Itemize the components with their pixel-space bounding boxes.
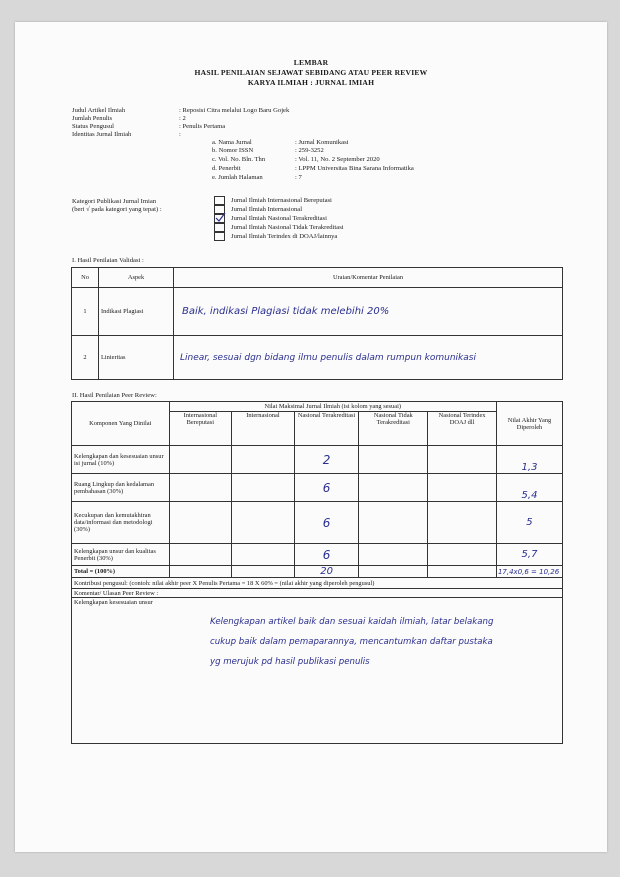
empty-cell <box>232 566 295 578</box>
total-label: Total = (100%) <box>72 566 170 578</box>
komentar-label: Kelengkapan kesesuaian unsur <box>74 599 153 606</box>
validasi-table <box>71 267 563 380</box>
empty-cell <box>359 446 428 474</box>
jurnal-value-e: : 7 <box>295 174 302 181</box>
status-label: Status Pengusul <box>72 123 114 130</box>
row-no: 1 <box>72 288 99 336</box>
document-page <box>15 22 607 852</box>
komponen-cell: Kelengkapan unsur dan kualitas Penerbit (30%) <box>72 544 170 566</box>
header-line-3: KARYA ILMIAH : JURNAL IMIAH <box>247 78 375 87</box>
jurnal-label-c: c. Vol. No. Bln. Thn <box>212 156 266 163</box>
kategori-option-4[interactable] <box>214 223 344 232</box>
empty-cell <box>169 502 232 544</box>
jumlah-label: Jumlah Penulis <box>72 115 113 122</box>
jurnal-value-a: : Jurnal Komunikasi <box>295 139 349 146</box>
peer-section-title: II. Hasil Penilaian Peer Review: <box>72 392 157 399</box>
validasi-section-title: I. Hasil Penilaian Validasi : <box>72 257 144 264</box>
komentar-body <box>72 598 563 744</box>
empty-cell <box>232 502 295 544</box>
komentar-line: yg merujuk pd hasil publikasi penulis <box>210 657 370 667</box>
checkbox-checked-icon[interactable] <box>214 214 225 223</box>
kategori-option-text: Jurnal Ilmiah Nasional Terakreditasi <box>231 215 327 222</box>
komentar-line: Kelengkapan artikel baik dan sesuai kaidah ilmiah, latar belakang <box>210 617 494 627</box>
col-aspek: Aspek <box>99 268 174 288</box>
peer-review-table <box>71 401 563 744</box>
subcol-nasional-terakreditasi: Nasional Terakreditasi <box>294 412 359 446</box>
kategori-option-text: Jurnal Ilmiah Nasional Tidak Terakreditasi <box>231 224 344 231</box>
identitas-label: Identitas Jurnal Ilmiah <box>72 131 132 138</box>
komentar-line: cukup baik dalam pemaparannya, mencantumkan daftar pustaka <box>210 637 493 647</box>
jurnal-label-e: e. Jumlah Halaman <box>212 174 263 181</box>
empty-cell <box>359 502 428 544</box>
col-akhir: Nilai Akhir Yang Diperoleh <box>496 402 562 446</box>
total-nasional: 20 <box>294 566 359 578</box>
empty-cell <box>169 544 232 566</box>
empty-cell <box>428 544 497 566</box>
empty-cell <box>359 566 428 578</box>
kategori-option-3[interactable] <box>214 214 344 223</box>
jurnal-label-d: d. Penerbit <box>212 165 241 172</box>
empty-cell <box>232 474 295 502</box>
checkbox-empty-icon[interactable] <box>214 223 225 232</box>
checkbox-empty-icon[interactable] <box>214 196 225 205</box>
table-row <box>72 446 563 474</box>
jurnal-value-d: : LPPM Universitas Bina Sarana Informatika <box>295 165 414 172</box>
nasional-score: 6 <box>294 544 359 566</box>
identitas-colon: : <box>179 131 181 138</box>
jurnal-value-b: : 259-3252 <box>295 147 324 154</box>
total-row <box>72 566 563 578</box>
empty-cell <box>169 566 232 578</box>
nasional-score: 6 <box>294 502 359 544</box>
judul-label: Judul Artikel Ilmiah <box>72 107 126 114</box>
status-value: : Penulis Pertama <box>179 123 226 130</box>
kategori-option-text: Jurnal Ilmiah Internasional Bereputasi <box>231 197 332 204</box>
kontribusi-row <box>72 578 563 589</box>
akhir-score: 5,4 <box>496 474 562 502</box>
jumlah-value: : 2 <box>179 115 186 122</box>
kategori-option-text: Jurnal Ilmiah Internasional <box>231 206 303 213</box>
header-line-2: HASIL PENILAIAN SEJAWAT SEBIDANG ATAU PEER REVIEW <box>194 68 428 77</box>
nasional-score: 6 <box>294 474 359 502</box>
empty-cell <box>232 544 295 566</box>
komentar-header: Komentar/ Ulasan Peer Review : <box>72 589 563 598</box>
validasi-header-row <box>72 268 563 288</box>
row-no: 2 <box>72 336 99 380</box>
col-uraian: Uraian/Komentar Penilaian <box>174 268 563 288</box>
empty-cell <box>232 446 295 474</box>
empty-cell <box>359 544 428 566</box>
nasional-score: 2 <box>294 446 359 474</box>
table-row <box>72 544 563 566</box>
empty-cell <box>428 474 497 502</box>
jurnal-value-c: : Vol. 11, No. 2 September 2020 <box>295 156 380 163</box>
empty-cell <box>169 474 232 502</box>
komponen-cell: Kecukupan dan kemutakhiran data/informasi dan metodologi (30%) <box>72 502 170 544</box>
kontribusi-text: Kontribusi pengusul: (contoh: nilai akhir peer X Penulis Pertama = 18 X 60% = (nilai akhir yang diperoleh pengusul) <box>72 578 563 589</box>
row-komentar-handwritten: Baik, indikasi Plagiasi tidak melebihi 20% <box>174 288 563 336</box>
row-komentar-handwritten: Linear, sesuai dgn bidang ilmu penulis dalam rumpun komunikasi <box>174 336 563 380</box>
total-akhir: 17,4x0,6 = 10,26 <box>496 566 562 578</box>
empty-cell <box>169 446 232 474</box>
komentar-header-row <box>72 589 563 598</box>
jurnal-label-a: a. Nama Jurnal <box>212 139 252 146</box>
komponen-cell: Ruang Lingkup dan kedalaman pembahasan (30%) <box>72 474 170 502</box>
col-komponen: Komponen Yang Dinilai <box>72 402 170 446</box>
komentar-handwritten <box>210 612 493 672</box>
row-aspek: Indikasi Plagiasi <box>99 288 174 336</box>
col-no: No <box>72 268 99 288</box>
peer-header-row-1 <box>72 402 563 412</box>
subcol-intl: Internasional <box>232 412 295 446</box>
akhir-score: 5 <box>496 502 562 544</box>
table-row <box>72 502 563 544</box>
table-row <box>72 336 563 380</box>
subcol-intl-bereputasi: Internasional Bereputasi <box>169 412 232 446</box>
kategori-hint: (beri √ pada kategori yang tepat) : <box>72 206 162 213</box>
checkbox-empty-icon[interactable] <box>214 232 225 241</box>
header-line-1: LEMBAR <box>293 58 329 67</box>
row-aspek: Linieritas <box>99 336 174 380</box>
subcol-nasional-tidak: Nasional Tidak Terakreditasi <box>359 412 428 446</box>
subcol-doaj: Nasional Terindex DOAJ dll <box>428 412 497 446</box>
judul-value: : Reposisi Citra melalui Logo Baru Gojek <box>179 107 290 114</box>
kategori-option-2[interactable] <box>214 205 344 214</box>
kategori-option-5[interactable] <box>214 232 344 241</box>
komponen-cell: Kelengkapan dan kesesuaian unsur isi jurnal (10%) <box>72 446 170 474</box>
kategori-options <box>214 196 344 241</box>
kategori-option-text: Jurnal Ilmiah Terindex di DOAJ/lainnya <box>231 233 338 240</box>
table-row <box>72 474 563 502</box>
table-row <box>72 288 563 336</box>
empty-cell <box>428 502 497 544</box>
empty-cell <box>359 474 428 502</box>
empty-cell <box>428 446 497 474</box>
col-nilai-max: Nilai Maksimal Jurnal Ilmiah (isi kolom yang sesuai) <box>169 402 496 412</box>
jurnal-label-b: b. Nomor ISSN <box>212 147 254 154</box>
kategori-option-1[interactable] <box>214 196 344 205</box>
akhir-score: 1,3 <box>496 446 562 474</box>
kategori-label: Kategori Publikasi Jurnal Imian <box>72 198 157 205</box>
akhir-score: 5,7 <box>496 544 562 566</box>
komentar-body-row <box>72 598 563 744</box>
empty-cell <box>428 566 497 578</box>
